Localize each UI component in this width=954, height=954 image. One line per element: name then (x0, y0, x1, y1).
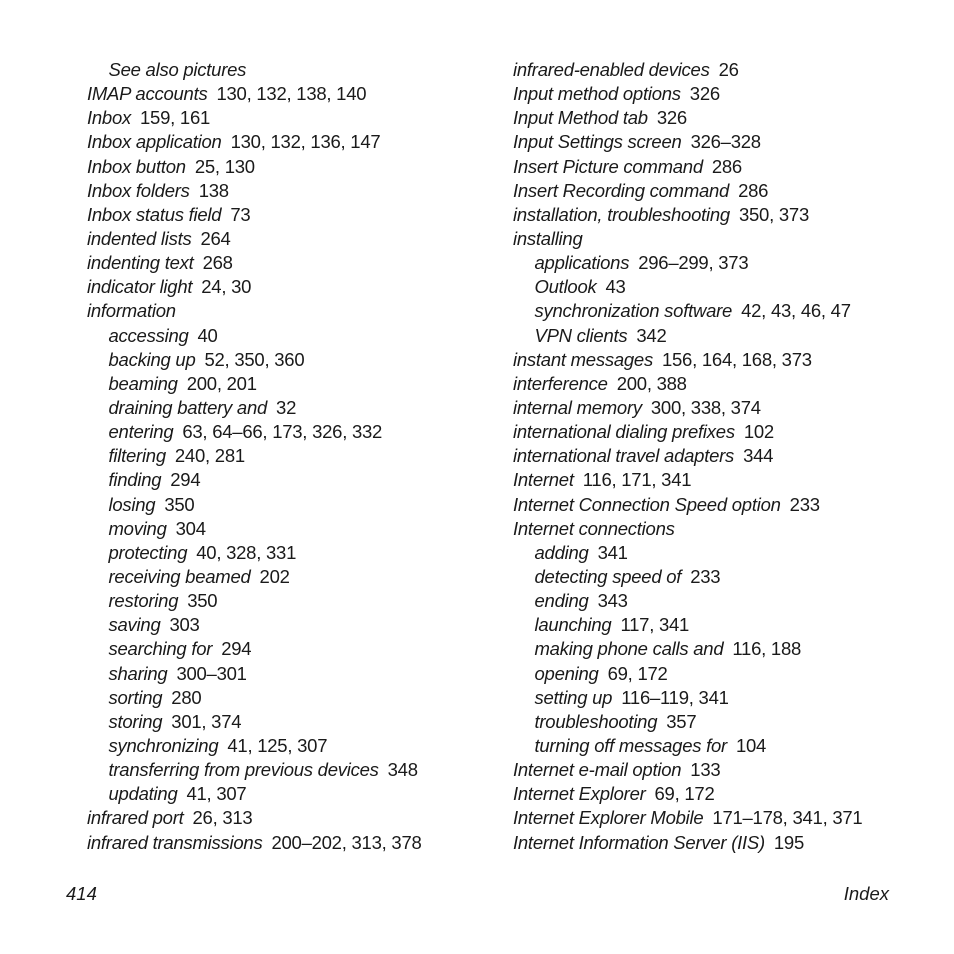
index-term: Inbox application (87, 131, 222, 153)
index-subentry (87, 758, 487, 782)
index-subentry (87, 589, 487, 613)
index-page-refs: 41, 125, 307 (227, 734, 328, 756)
index-term: backing up (108, 348, 196, 370)
index-page-refs: 69, 172 (607, 662, 668, 684)
index-term: internal memory (513, 396, 642, 418)
index-page-refs: 343 (597, 590, 628, 612)
index-term: setting up (534, 686, 613, 708)
index-page-refs: 296–299, 373 (638, 252, 749, 274)
index-term: moving (108, 517, 167, 539)
index-term: instant messages (513, 348, 653, 370)
index-term: synchronization software (534, 300, 733, 322)
index-term: infrared-enabled devices (513, 59, 710, 80)
index-page-refs: 130, 132, 136, 147 (230, 131, 381, 153)
index-page-refs: 133 (690, 759, 721, 781)
index-subentry (87, 58, 487, 82)
index-page-refs: 326 (656, 107, 687, 129)
index-page-refs: 32 (276, 396, 297, 418)
index-subentry (87, 493, 487, 517)
index-subentry (87, 420, 487, 444)
index-page-refs: 202 (259, 565, 290, 587)
index-subentry (513, 299, 933, 323)
index-page-refs: 303 (169, 614, 200, 636)
index-page-refs: 116–119, 341 (621, 686, 729, 708)
index-term: synchronizing (108, 734, 219, 756)
index-subentry (87, 444, 487, 468)
index-subentry (87, 348, 487, 372)
index-entry (513, 130, 933, 154)
index-term: finding (108, 469, 162, 491)
index-page-refs: 294 (170, 469, 201, 491)
index-page-refs: 280 (171, 686, 202, 708)
index-page-refs: 69, 172 (654, 783, 715, 805)
index-term: Outlook (534, 276, 597, 298)
index-term: infrared transmissions (87, 831, 263, 853)
index-term: opening (534, 662, 599, 684)
index-subentry (87, 637, 487, 661)
index-term: Insert Picture command (513, 155, 703, 177)
index-page-refs: 342 (636, 324, 667, 346)
index-page-refs: 156, 164, 168, 373 (661, 348, 812, 370)
index-term: troubleshooting (534, 710, 658, 732)
index-page-refs: 240, 281 (174, 445, 245, 467)
index-term: adding (534, 541, 589, 563)
index-term: international dialing prefixes (513, 421, 735, 443)
index-entry (513, 420, 933, 444)
index-page-refs: 104 (735, 734, 767, 756)
index-entry (87, 203, 487, 227)
index-entry (87, 299, 487, 323)
index-subentry (513, 275, 933, 299)
index-subentry (513, 589, 933, 613)
index-subentry (87, 710, 487, 734)
index-subentry (513, 637, 933, 661)
index-term: applications (534, 252, 630, 274)
index-term: restoring (108, 590, 179, 612)
index-subentry (513, 251, 933, 275)
index-entry (87, 251, 487, 275)
index-page-refs: 138 (198, 179, 229, 201)
index-entry (513, 82, 933, 106)
index-page-refs: 301, 374 (171, 710, 242, 732)
index-entry (87, 227, 487, 251)
index-term: information (87, 300, 176, 322)
index-term: updating (108, 783, 178, 805)
index-page-refs: 116, 188 (732, 638, 802, 660)
index-entry (513, 444, 933, 468)
index-page-refs: 350 (187, 590, 218, 612)
index-page-refs: 350, 373 (738, 203, 809, 225)
index-page-refs: 300, 338, 374 (650, 396, 761, 418)
index-page-refs: 300–301 (176, 662, 247, 684)
index-entry (513, 155, 933, 179)
index-term: Inbox button (87, 155, 186, 177)
index-subentry (87, 565, 487, 589)
index-page-refs: 25, 130 (194, 155, 255, 177)
index-term: indenting text (87, 252, 194, 274)
index-entry (513, 758, 933, 782)
index-term: Internet connections (513, 517, 675, 539)
index-term: Input Settings screen (513, 131, 682, 153)
index-entry (87, 82, 487, 106)
index-page-refs: 43 (605, 276, 626, 298)
index-page-refs: 268 (202, 252, 233, 274)
index-term: IMAP accounts (87, 83, 208, 105)
index-page-refs: 195 (773, 831, 805, 853)
index-page-refs: 350 (164, 493, 195, 515)
index-page-refs: 40 (197, 324, 218, 346)
index-page-refs: 233 (789, 493, 820, 515)
index-subentry (513, 324, 933, 348)
index-entry (87, 179, 487, 203)
index-term: infrared port (87, 807, 184, 829)
index-entry (87, 130, 487, 154)
index-term: Internet e-mail option (513, 759, 682, 781)
index-entry (513, 372, 933, 396)
index-subentry (87, 662, 487, 686)
index-page-refs: 73 (230, 203, 251, 225)
index-page-refs: 63, 64–66, 173, 326, 332 (182, 421, 383, 443)
index-page-refs: 304 (175, 517, 206, 539)
index-entry (513, 468, 933, 492)
index-term: filtering (108, 445, 166, 467)
index-entry (87, 806, 487, 830)
index-term: receiving beamed (108, 565, 251, 587)
index-subentry (513, 734, 933, 758)
index-subentry (87, 324, 487, 348)
index-term: Internet Connection Speed option (513, 493, 781, 515)
index-page-refs: 159, 161 (140, 107, 211, 129)
index-term: ending (534, 590, 589, 612)
page-number: 414 (66, 883, 97, 904)
index-subentry (87, 782, 487, 806)
index-entry (87, 275, 487, 299)
index-page-refs: 200, 201 (186, 372, 257, 394)
index-entry (513, 227, 933, 251)
index-subentry (87, 686, 487, 710)
index-term: Insert Recording command (513, 179, 730, 201)
index-page-refs: 200, 388 (616, 372, 687, 394)
index-term: sorting (108, 686, 163, 708)
index-subentry (513, 613, 933, 637)
index-page-refs: 52, 350, 360 (204, 348, 305, 370)
index-subentry (513, 710, 933, 734)
index-term: Internet Information Server (IIS) (513, 831, 765, 853)
index-term: making phone calls and (534, 638, 724, 660)
index-term: Internet Explorer Mobile (513, 807, 704, 829)
index-page-refs: 102 (743, 421, 774, 443)
index-term: Internet Explorer (513, 783, 646, 805)
section-title: Index (843, 883, 889, 904)
index-page-refs: 40, 328, 331 (196, 541, 297, 563)
index-term: launching (534, 614, 612, 636)
index-entry (513, 58, 933, 82)
index-entry (513, 396, 933, 420)
index-term: beaming (108, 372, 178, 394)
index-column-right (513, 58, 933, 855)
index-column-left (87, 58, 487, 855)
index-page-refs: 294 (221, 638, 252, 660)
index-page-refs: 264 (200, 227, 231, 249)
index-term: entering (108, 421, 174, 443)
index-term: draining battery and (108, 396, 268, 418)
index-subentry (513, 686, 933, 710)
index-entry (87, 155, 487, 179)
index-entry (513, 782, 933, 806)
index-term: losing (108, 493, 156, 515)
index-entry (87, 106, 487, 130)
index-term: Input Method tab (513, 107, 648, 129)
index-term: detecting speed of (534, 565, 682, 587)
index-page-refs: 24, 30 (201, 276, 252, 298)
index-term: Inbox status field (87, 203, 222, 225)
index-entry (513, 517, 933, 541)
index-subentry (87, 541, 487, 565)
index-page-refs: 171–178, 341, 371 (712, 807, 863, 829)
index-term: See also pictures (108, 59, 247, 80)
index-entry (513, 493, 933, 517)
index-page-refs: 233 (690, 565, 721, 587)
index-term: sharing (108, 662, 168, 684)
index-term: installation, troubleshooting (513, 203, 730, 225)
index-term: Inbox folders (87, 179, 190, 201)
index-term: searching for (108, 638, 213, 660)
index-term: Internet (513, 469, 574, 491)
index-term: international travel adapters (513, 445, 735, 467)
index-page-refs: 286 (738, 179, 769, 201)
index-term: installing (513, 227, 583, 249)
index-term: storing (108, 710, 163, 732)
index-term: VPN clients (534, 324, 628, 346)
index-entry (513, 831, 933, 855)
index-term: Inbox (87, 107, 132, 129)
index-page-refs: 42, 43, 46, 47 (741, 300, 851, 322)
index-subentry (87, 734, 487, 758)
index-term: protecting (108, 541, 188, 563)
index-term: interference (513, 372, 608, 394)
index-subentry (87, 517, 487, 541)
index-entry (513, 806, 933, 830)
index-entry (513, 106, 933, 130)
index-term: saving (108, 614, 161, 636)
index-subentry (87, 613, 487, 637)
index-term: indented lists (87, 227, 192, 249)
index-page-refs: 41, 307 (186, 783, 247, 805)
index-page-refs: 286 (711, 155, 742, 177)
index-page-refs: 344 (743, 445, 774, 467)
index-page-refs: 200–202, 313, 378 (271, 831, 422, 853)
index-subentry (513, 565, 933, 589)
index-page-refs: 117, 341 (620, 614, 690, 636)
index-page-refs: 357 (666, 710, 697, 732)
index-entry (87, 831, 487, 855)
index-term: turning off messages for (534, 734, 727, 756)
index-entry (513, 348, 933, 372)
index-entry (513, 179, 933, 203)
index-page-refs: 341 (597, 541, 628, 563)
index-term: accessing (108, 324, 189, 346)
index-entry (513, 203, 933, 227)
index-page-refs: 326 (689, 83, 720, 105)
index-subentry (87, 372, 487, 396)
index-page-refs: 130, 132, 138, 140 (216, 83, 367, 105)
index-page-refs: 26, 313 (192, 807, 253, 829)
index-term: Input method options (513, 83, 681, 105)
index-page-refs: 326–328 (690, 131, 761, 153)
index-term: indicator light (87, 276, 193, 298)
index-subentry (87, 468, 487, 492)
index-subentry (513, 541, 933, 565)
index-page-refs: 348 (387, 759, 418, 781)
index-subentry (513, 662, 933, 686)
index-page-refs: 26 (718, 59, 739, 80)
index-page-refs: 116, 171, 341 (582, 469, 692, 491)
index-subentry (87, 396, 487, 420)
index-term: transferring from previous devices (108, 759, 379, 781)
